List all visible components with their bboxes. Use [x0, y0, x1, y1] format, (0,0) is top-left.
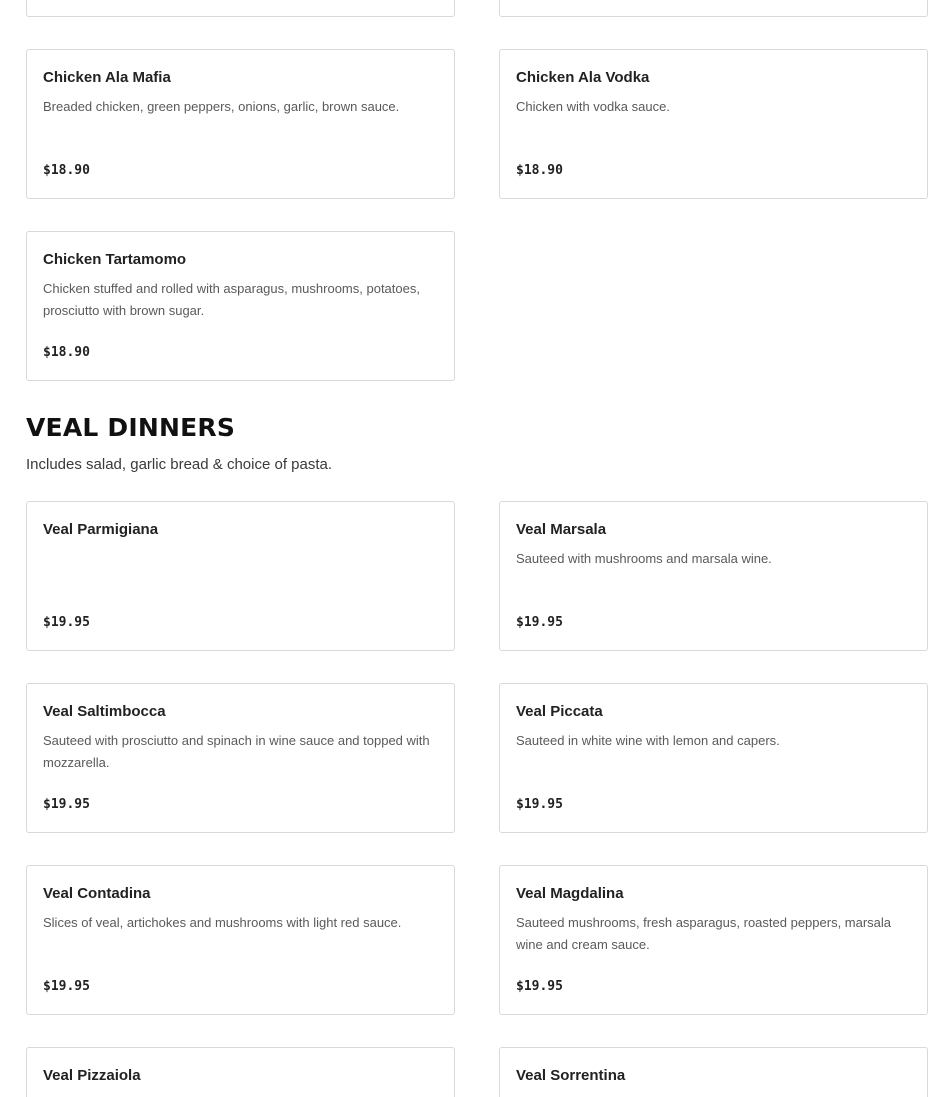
- menu-item-description: Chicken with vodka sauce.: [516, 99, 670, 114]
- menu-item-card[interactable]: [26, 49, 455, 199]
- menu-item-name: Veal Parmigiana: [43, 521, 159, 538]
- menu-item-price: $19.95: [516, 615, 563, 630]
- menu-item-name: Chicken Ala Vodka: [516, 69, 650, 86]
- menu-item-price: $18.90: [43, 163, 90, 178]
- menu-item-price: $19.95: [516, 797, 563, 812]
- menu-item-price: $18.90: [516, 163, 563, 178]
- menu-item-description: Sauteed with mushrooms and marsala wine.: [516, 551, 772, 566]
- menu-item-description: Sauteed mushrooms, fresh asparagus, roasted peppers, marsala wine and cream sauce.: [516, 915, 892, 952]
- menu-item-price: $19.95: [43, 797, 90, 812]
- menu-item-description: Slices of veal, artichokes and mushrooms with light red sauce.: [43, 915, 402, 930]
- menu-item-card[interactable]: [499, 1047, 928, 1097]
- menu-item-name: Veal Contadina: [43, 885, 151, 902]
- menu-item-name: Veal Saltimbocca: [43, 703, 166, 720]
- menu-item-description: Chicken stuffed and rolled with asparagus, mushrooms, potatoes, prosciutto with brown sugar.: [43, 281, 420, 318]
- menu-item-name: Chicken Tartamomo: [43, 251, 187, 268]
- menu-item-card[interactable]: [499, 865, 928, 1015]
- menu-item-name: Veal Magdalina: [516, 885, 624, 902]
- menu-item-name: Veal Piccata: [516, 703, 603, 720]
- menu-item-name: Veal Pizzaiola: [43, 1067, 141, 1084]
- menu-item-card[interactable]: [26, 501, 455, 651]
- menu-item-card[interactable]: [26, 1047, 455, 1097]
- menu-item-description: Sauteed with prosciutto and spinach in wine sauce and topped with mozzarella.: [43, 733, 430, 770]
- menu-item-price: $19.95: [43, 979, 90, 994]
- menu-item-name: Veal Marsala: [516, 521, 607, 538]
- menu-item-name: Chicken Ala Mafia: [43, 69, 171, 86]
- menu-item-price: $19.95: [43, 615, 90, 630]
- menu-item-card[interactable]: [499, 501, 928, 651]
- menu-item-price: $19.95: [516, 979, 563, 994]
- menu-item-card[interactable]: [499, 683, 928, 833]
- section-title: VEAL DINNERS: [26, 413, 236, 442]
- menu-item-description: Sauteed in white wine with lemon and capers.: [516, 733, 780, 748]
- menu-item-card[interactable]: [26, 683, 455, 833]
- menu-item-card-partial[interactable]: [26, 0, 455, 17]
- menu-item-card-partial[interactable]: [499, 0, 928, 17]
- menu-item-card[interactable]: [26, 231, 455, 381]
- menu-item-card[interactable]: [499, 49, 928, 199]
- menu-item-description: Breaded chicken, green peppers, onions, garlic, brown sauce.: [43, 99, 400, 114]
- menu-item-name: Veal Sorrentina: [516, 1067, 626, 1084]
- menu-item-price: $18.90: [43, 345, 90, 360]
- section-subtitle: Includes salad, garlic bread & choice of pasta.: [26, 456, 333, 473]
- menu-item-card[interactable]: [26, 865, 455, 1015]
